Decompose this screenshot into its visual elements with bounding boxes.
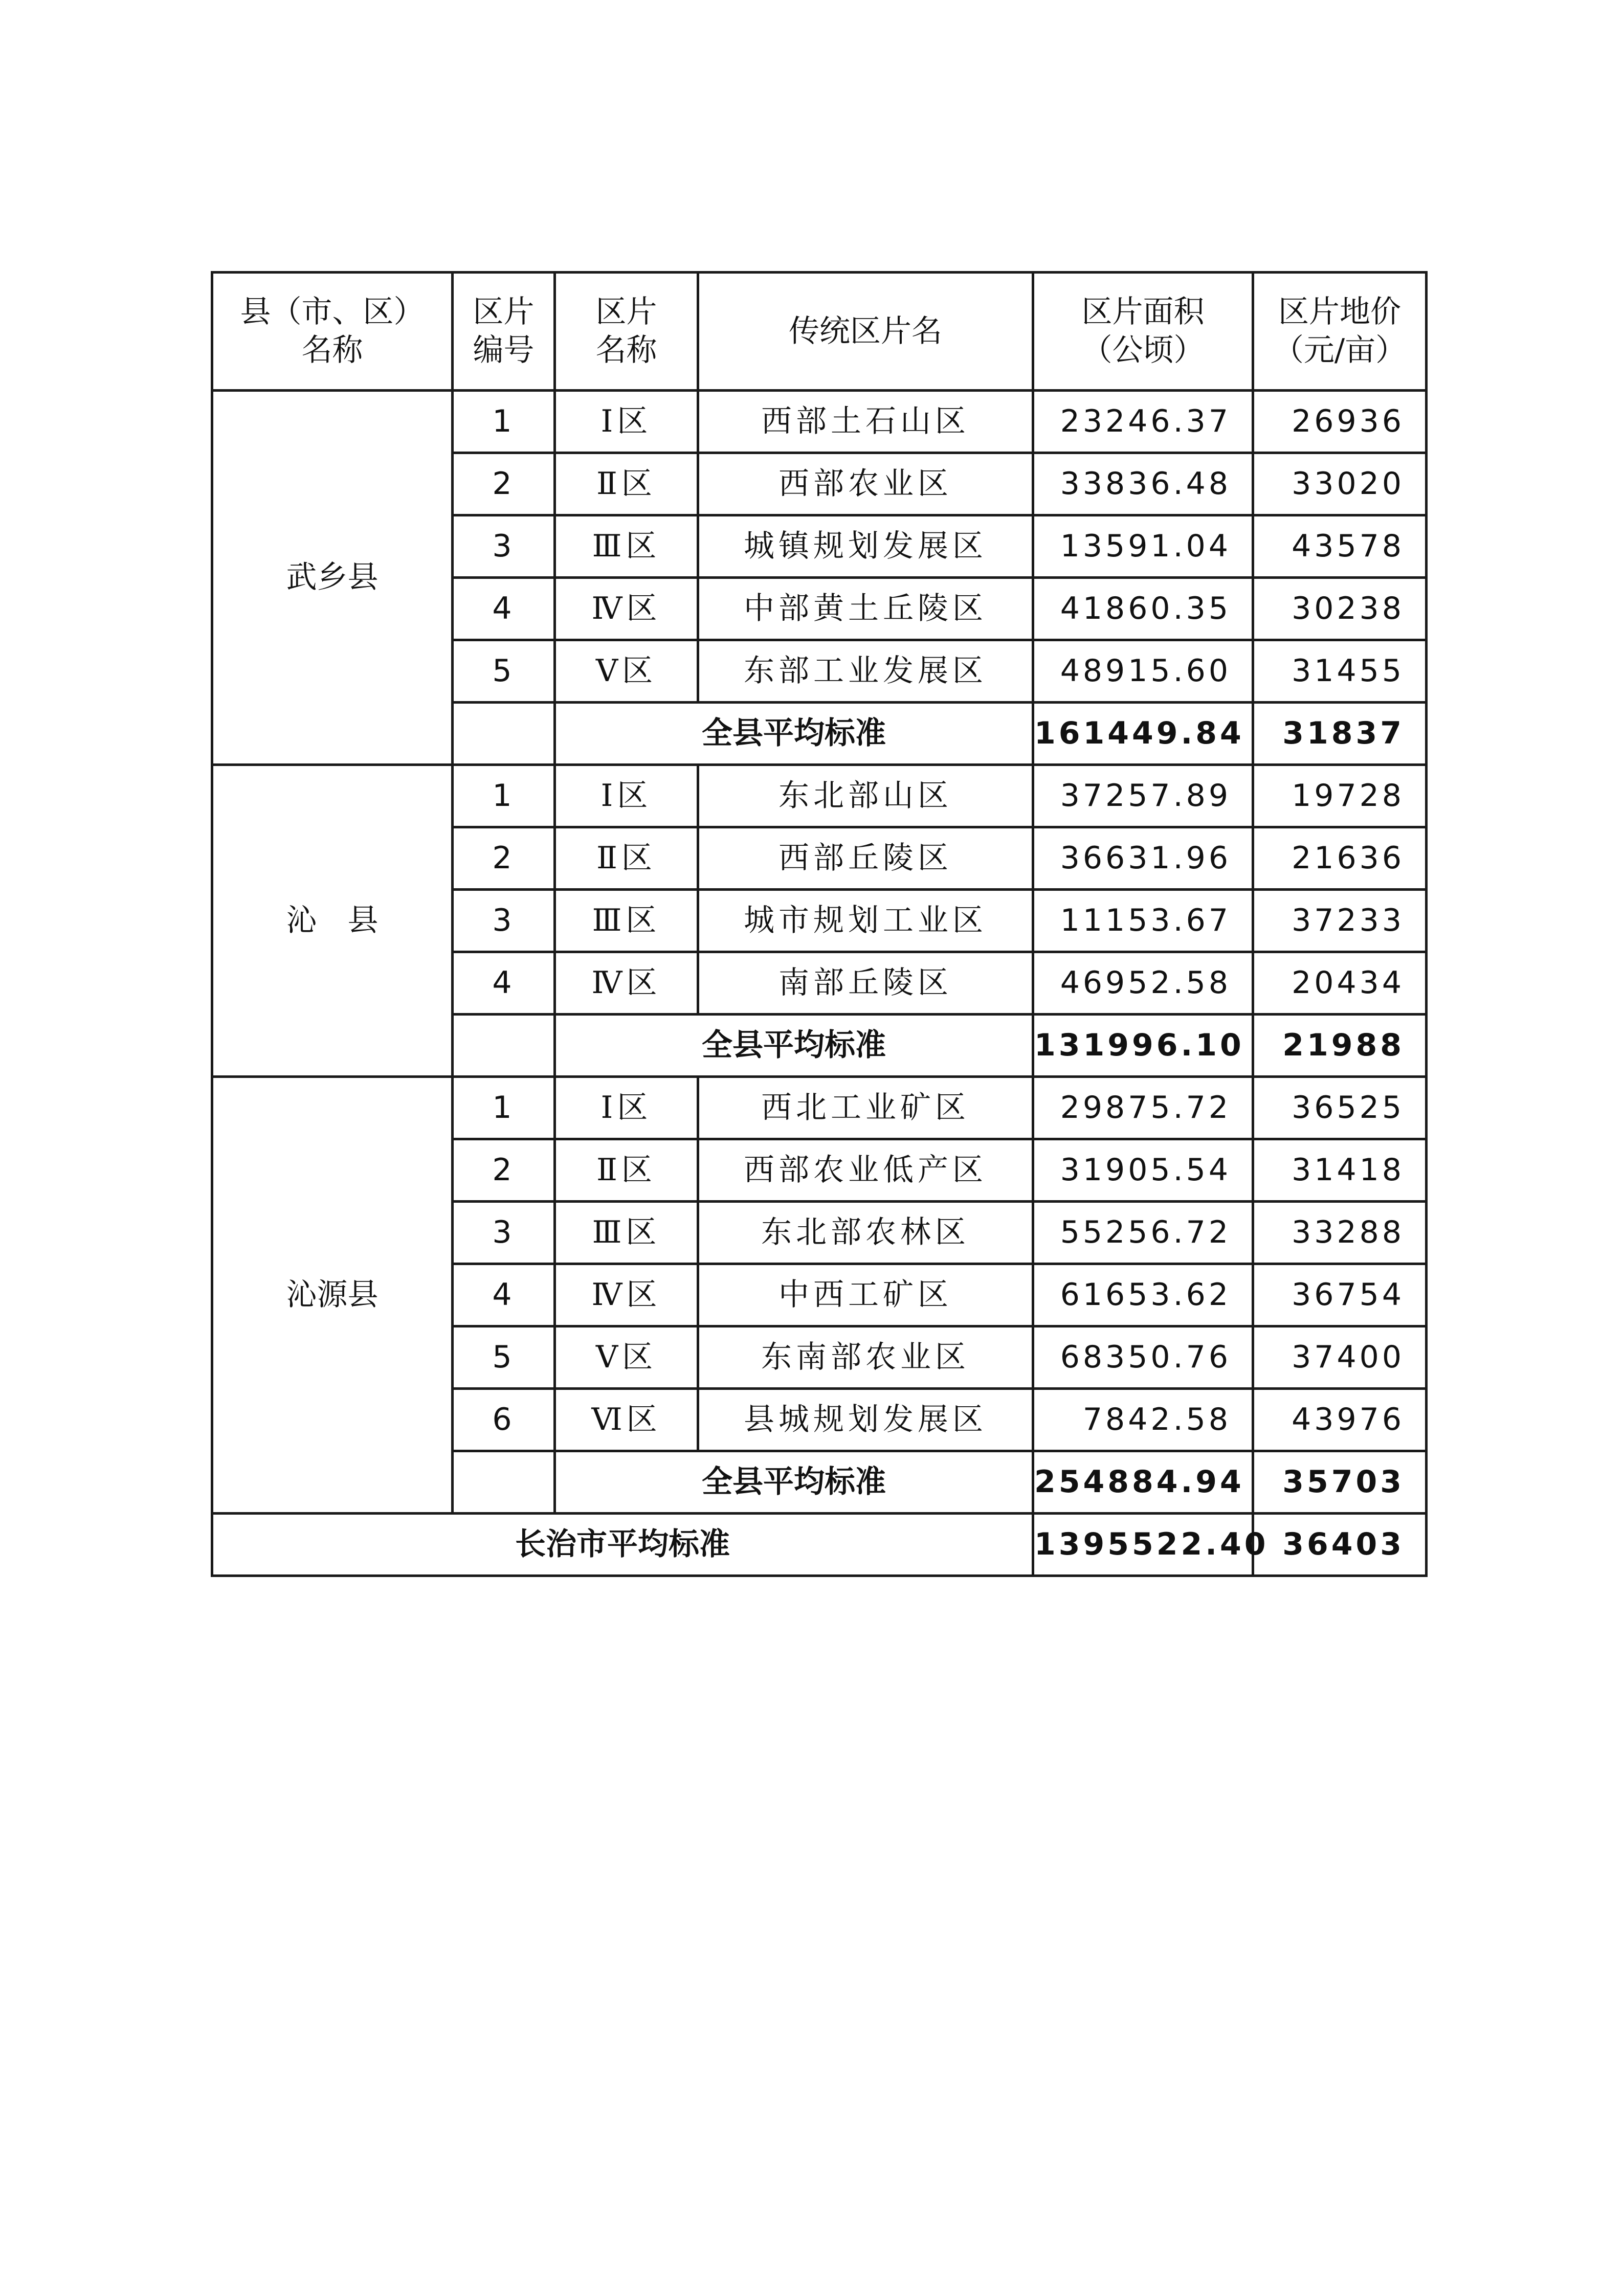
traditional-name-cell: 中部黄土丘陵区 xyxy=(698,578,1033,640)
summary-area: 131996.10 xyxy=(1033,1015,1253,1077)
traditional-name-cell: 东北部农林区 xyxy=(698,1202,1033,1264)
zone-no-cell: 4 xyxy=(453,952,555,1015)
area-cell: 36631.96 xyxy=(1033,827,1253,890)
traditional-name-cell: 西北工业矿区 xyxy=(698,1077,1033,1139)
land-price-table xyxy=(211,271,1428,1577)
zone-name-cell: Ⅳ区 xyxy=(555,1264,698,1326)
traditional-name-cell: 城镇规划发展区 xyxy=(698,515,1033,578)
traditional-name-cell: 东南部农业区 xyxy=(698,1326,1033,1389)
zone-no-cell: 6 xyxy=(453,1389,555,1451)
area-cell: 23246.37 xyxy=(1033,391,1253,453)
summary-label: 全县平均标准 xyxy=(555,1015,1033,1077)
city-total-area: 1395522.40 xyxy=(1033,1514,1253,1576)
summary-area: 254884.94 xyxy=(1033,1451,1253,1514)
price-cell: 36754 xyxy=(1253,1264,1427,1326)
zone-name-cell: Ⅵ区 xyxy=(555,1389,698,1451)
traditional-name-cell: 城市规划工业区 xyxy=(698,890,1033,952)
area-cell: 61653.62 xyxy=(1033,1264,1253,1326)
header-traditional-name: 传统区片名 xyxy=(698,273,1033,391)
header-row xyxy=(212,273,1427,391)
zone-name-cell: Ⅲ区 xyxy=(555,515,698,578)
area-cell: 37257.89 xyxy=(1033,765,1253,827)
area-cell: 41860.35 xyxy=(1033,578,1253,640)
zone-no-cell: 5 xyxy=(453,1326,555,1389)
city-total-price: 36403 xyxy=(1253,1514,1427,1576)
area-cell: 68350.76 xyxy=(1033,1326,1253,1389)
area-cell: 46952.58 xyxy=(1033,952,1253,1015)
price-cell: 43976 xyxy=(1253,1389,1427,1451)
table-row xyxy=(212,1077,1427,1139)
area-cell: 48915.60 xyxy=(1033,640,1253,703)
price-cell: 37400 xyxy=(1253,1326,1427,1389)
zone-no-cell: 4 xyxy=(453,1264,555,1326)
summary-price: 35703 xyxy=(1253,1451,1427,1514)
county-cell: 武乡县 xyxy=(212,391,453,765)
zone-no-cell: 1 xyxy=(453,765,555,827)
area-cell: 29875.72 xyxy=(1033,1077,1253,1139)
traditional-name-cell: 西部土石山区 xyxy=(698,391,1033,453)
price-cell: 31455 xyxy=(1253,640,1427,703)
price-cell: 33020 xyxy=(1253,453,1427,515)
city-total-label: 长治市平均标准 xyxy=(212,1514,1033,1576)
price-cell: 43578 xyxy=(1253,515,1427,578)
area-cell: 11153.67 xyxy=(1033,890,1253,952)
summary-area: 161449.84 xyxy=(1033,703,1253,765)
area-cell: 13591.04 xyxy=(1033,515,1253,578)
county-cell: 沁源县 xyxy=(212,1077,453,1514)
zone-name-cell: Ⅲ区 xyxy=(555,1202,698,1264)
zone-no-cell: 2 xyxy=(453,453,555,515)
summary-price: 31837 xyxy=(1253,703,1427,765)
price-cell: 20434 xyxy=(1253,952,1427,1015)
zone-no-cell: 2 xyxy=(453,1139,555,1202)
summary-empty-cell xyxy=(453,703,555,765)
traditional-name-cell: 西部农业低产区 xyxy=(698,1139,1033,1202)
price-cell: 37233 xyxy=(1253,890,1427,952)
city-total-row xyxy=(212,1514,1427,1576)
zone-name-cell: Ⅴ区 xyxy=(555,1326,698,1389)
zone-no-cell: 5 xyxy=(453,640,555,703)
traditional-name-cell: 西部丘陵区 xyxy=(698,827,1033,890)
zone-no-cell: 3 xyxy=(453,890,555,952)
traditional-name-cell: 东北部山区 xyxy=(698,765,1033,827)
zone-name-cell: Ⅰ区 xyxy=(555,1077,698,1139)
price-cell: 36525 xyxy=(1253,1077,1427,1139)
price-cell: 26936 xyxy=(1253,391,1427,453)
zone-name-cell: Ⅱ区 xyxy=(555,1139,698,1202)
area-cell: 33836.48 xyxy=(1033,453,1253,515)
header-zone-no: 区片 编号 xyxy=(453,273,555,391)
traditional-name-cell: 南部丘陵区 xyxy=(698,952,1033,1015)
header-county: 县（市、区） 名称 xyxy=(212,273,453,391)
zone-no-cell: 3 xyxy=(453,515,555,578)
area-cell: 31905.54 xyxy=(1033,1139,1253,1202)
summary-label: 全县平均标准 xyxy=(555,1451,1033,1514)
summary-empty-cell xyxy=(453,1451,555,1514)
header-zone-name: 区片 名称 xyxy=(555,273,698,391)
summary-price: 21988 xyxy=(1253,1015,1427,1077)
area-cell: 7842.58 xyxy=(1033,1389,1253,1451)
zone-name-cell: Ⅱ区 xyxy=(555,827,698,890)
zone-name-cell: Ⅲ区 xyxy=(555,890,698,952)
price-cell: 30238 xyxy=(1253,578,1427,640)
header-area: 区片面积 （公顷） xyxy=(1033,273,1253,391)
zone-name-cell: Ⅱ区 xyxy=(555,453,698,515)
table-row xyxy=(212,765,1427,827)
zone-no-cell: 1 xyxy=(453,391,555,453)
zone-no-cell: 3 xyxy=(453,1202,555,1264)
traditional-name-cell: 东部工业发展区 xyxy=(698,640,1033,703)
header-price: 区片地价 （元/亩） xyxy=(1253,273,1427,391)
summary-label: 全县平均标准 xyxy=(555,703,1033,765)
traditional-name-cell: 中西工矿区 xyxy=(698,1264,1033,1326)
table-row xyxy=(212,391,1427,453)
price-cell: 19728 xyxy=(1253,765,1427,827)
zone-name-cell: Ⅴ区 xyxy=(555,640,698,703)
zone-no-cell: 4 xyxy=(453,578,555,640)
traditional-name-cell: 西部农业区 xyxy=(698,453,1033,515)
zone-name-cell: Ⅳ区 xyxy=(555,578,698,640)
price-cell: 31418 xyxy=(1253,1139,1427,1202)
table-body xyxy=(212,391,1427,1576)
area-cell: 55256.72 xyxy=(1033,1202,1253,1264)
county-cell: 沁 县 xyxy=(212,765,453,1077)
zone-no-cell: 1 xyxy=(453,1077,555,1139)
zone-no-cell: 2 xyxy=(453,827,555,890)
zone-name-cell: Ⅰ区 xyxy=(555,391,698,453)
summary-empty-cell xyxy=(453,1015,555,1077)
price-cell: 33288 xyxy=(1253,1202,1427,1264)
price-cell: 21636 xyxy=(1253,827,1427,890)
traditional-name-cell: 县城规划发展区 xyxy=(698,1389,1033,1451)
zone-name-cell: Ⅰ区 xyxy=(555,765,698,827)
zone-name-cell: Ⅳ区 xyxy=(555,952,698,1015)
